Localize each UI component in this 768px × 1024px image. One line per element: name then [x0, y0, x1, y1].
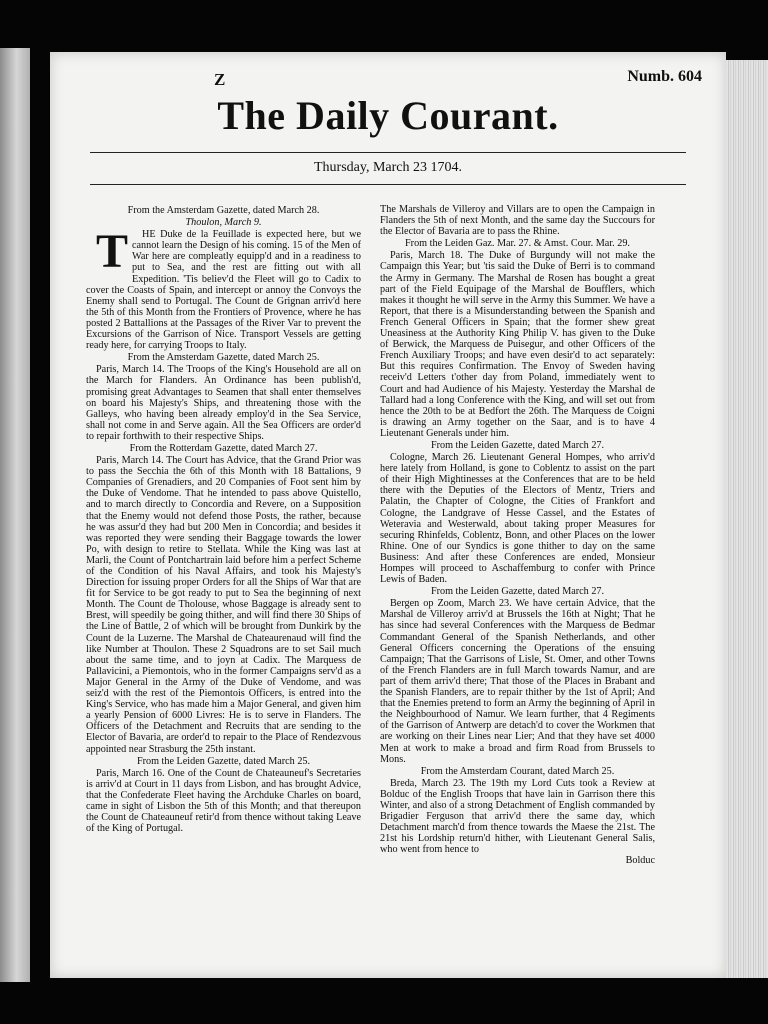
left-page-edge [0, 48, 30, 982]
issue-date: Thursday, March 23 1704. [313, 160, 462, 175]
catchword: Bolduc [625, 855, 655, 867]
article-paragraph: Bergen op Zoom, March 23. We have certain Advice, that the Marshal de Villeroy arriv'd at Brussels the 16th at Night; That he has since had several Conferences with the Marquess de Bedmar Commandant General of the Spanish Netherlands, and other General Officers concerning the Operations of the ensuing Campaign; That the Garrisons of Lisle, St. Omer, and other Towns of the French Flanders are in full March towards Namur, and are part of them arriv'd there; That those of the Places in Brabant and the Spanish Flanders, are to repair thither by the 1st of April; And that the Enemies pretend to form an Army the beginning of April in the Neighbourhood of Namur. We learn further, that 4 Regiments of the Garrison of Antwerp are detach'd to cover the Workmen that are working on their Lines near Lier; And that they have set 4000 Men at work to make a broad and firm Road from Brussels to Mons. [380, 598, 655, 765]
article-paragraph: Paris, March 14. The Troops of the King's Household are all on the March for Flanders. An Ordinance has been publish'd, promising great Advantages to Seamen that shall enter themselves on board his Majesty's Ships, and threatening those with the Galleys, who having been already employ'd in the Sea Service, shall not come in and Serve again. All the Sea Officers are order'd to repair forthwith to their respective Ships. [86, 364, 361, 442]
source-heading: From the Amsterdam Courant, dated March 25. [420, 765, 615, 777]
issue-number: Numb. 604 [627, 68, 702, 85]
article-paragraph: The Marshals de Villeroy and Villars are to open the Campaign in Flanders the 5th of next Month, and the same day the Succours for the Elector of Bavaria are to pass the Rhine. [380, 204, 655, 238]
article-paragraph [86, 225, 361, 352]
drop-cap: T [96, 225, 129, 279]
article-paragraph: Cologne, March 26. Lieutenant General Hompes, who arriv'd here lately from Holland, is gone to Coblentz to assist on the part of their High Mightinesses at the Conferences that are to be held there with the Deputies of the Electors of Mentz, Triers and Palatin, the Chapter of Cologne, the Cities of Frankfort and Cologne, the Landgrave of Hesse Cassel, and the Estates of Weteravia and Westerwald, about taking proper Measures for securing Rhinfelds, Coblentz, Bonn, and other Places on the lower Rhine. One of our Syndics is gone thither to day on the same Business: And after these Conferences are ended, Monsieur Hompes will proceed to Aschaffemburg to confer with Prince Lewis of Baden. [380, 452, 655, 586]
article-paragraph: Paris, March 16. One of the Count de Chateauneuf's Secretaries is arriv'd at Court in 11 days from Lisbon, and has brought Advice, that the Confederate Fleet having the Archduke Charles on board, came in sight of Lisbon the 5th of this Month; and that thereupon the Count de Chateauneuf retir'd from thence without taking Leave of the King of Portugal. [86, 767, 361, 835]
source-heading: From the Leiden Gazette, dated March 27. [430, 586, 605, 598]
article-paragraph: Paris, March 18. The Duke of Burgundy will not make the Campaign this Year; but 'tis said the Duke of Berri is to command the Army in Germany. The Marshal de Rosen has bought a great part of the Field Equipage of the Marshal de Boufflers, which makes it thought he will serve in the Army this Summer. We have a Report, that there is a Misunderstanding between the Spanish and French General Officers in Spain; that the former shew great Uneasiness at the Authority King Philip V. has given to the Duke of Berwick, the Marquess de Puisegur, and other Officers of the French Auxiliary Troops; and have even desir'd to act separately: But this requires Confirmation. The Envoy of Sweden having receiv'd Letters t'other day from Poland, immediately went to Court and had Audience of his Majesty. Yesterday the Marshal de Tallard had a long Conference with the King, and will set out from hence the 20th to be at Bedfort the 26th. The Marquess de Coigni is drawing an Army together on the Saar, and is to have 4 Lieutenant Generals under him. [380, 250, 655, 439]
dateline-heading: Thoulon, March 9. [185, 217, 262, 229]
source-heading: From the Amsterdam Gazette, dated March 28. [127, 205, 320, 216]
right-column [380, 204, 655, 972]
source-heading: From the Leiden Gazette, dated March 27. [430, 439, 605, 451]
bottom-rule [90, 184, 686, 185]
article-paragraph: Paris, March 14. The Court has Advice, that the Grand Prior was to pass the Secchia the 6th of this Month with 18 Battalions, 9 Companies of Grenadiers, and 20 Companies of Foot sent him by the Duke of Vendome. That he intended to pass above Quistello, and to march directly to Concordia and Revere, on a Supposition that the Enemy would not defend those Posts, the rather, because he was assur'd they had but 200 Men in Concordia; and besides it was reported they were sending their Baggage towards the lower Po, with design to retire to Stellata. While the King was last at Marli, the Count of Pontchartrain laid before him a perfect Scheme of the Condition of his Naval Affairs, and took his Majesty's Direction for issuing proper Orders for all the Ships of War that are fit for Service to be got ready to put to Sea the beginning of next Month. The Count de Tholouse, whose Baggage is already sent to Brest, will speedily be going thither, and will find there 30 Ships of the Line of Battle, 2 of which will be brought from Dunkirk by the Count de la Luzerne. The Marshal de Chateaurenaud will find the like Number at Thoulon. These 2 Squadrons are to set Sail much about the same time, and to joyn at Cadix. The Marquess de Pallavicini, a Piemontois, who in the former Campaigns serv'd as a Major General in the Army of the Duke of Vendome, and was seiz'd with the rest of the Piemontois Officers, is entred into the King's Service, who has made him a Major General, and given him a yearly Pension of 6000 Livres: He is to serve in Flanders. The Officers of the Detachment and Recruits that are sending to the Elector of Bavaria, are order'd to repair to the Place of Rendezvous appointed near Strasburg the 25th instant. [86, 455, 361, 755]
source-heading: From the Amsterdam Gazette, dated March 25. [127, 352, 320, 364]
source-heading: From the Leiden Gaz. Mar. 27. & Amst. Cour. Mar. 29. [405, 238, 630, 250]
source-heading: From the Leiden Gazette, dated March 25. [136, 755, 311, 767]
article-paragraph: Breda, March 23. The 19th my Lord Cuts took a Review at Bolduc of the English Troops that have lain in Garrison there this Winter, and also of a strong Detachment of English commanded by Brigadier Ferguson that arriv'd there the same day, which Detachment march'd from thence towards the Maese the 21st. The 21st his Lordship return'd hither, with Lieutenant General Salis, who went from hence to [380, 777, 655, 856]
newspaper-page [50, 52, 726, 978]
paragraph-text: HE Duke de la Feuillade is expected here, but we cannot learn the Design of his coming. 15 of the Men of War here are compleatly equipp'd and in a readiness to put to Sea, and the rest are fitting out with all Expedition. 'Tis believ'd the Fleet will go to Cadix to cover the Coasts of Spain, and intercept or annoy the Convoys the Enemy shall send to Portugal. The Count de Grignan arriv'd here the 5th of this Month from the Frontiers of Provence, where he has posted 2 Battallions at the Passages of the River Var to prevent the Excursions of the Garrison of Nice. Transport Vessels are getting ready here, for carrying Troops to Italy. [86, 229, 361, 352]
source-heading: From the Rotterdam Gazette, dated March 27. [129, 442, 318, 454]
signature-mark: Z [214, 70, 227, 89]
top-rule [90, 152, 686, 153]
left-column [86, 204, 361, 972]
right-page-edges [724, 60, 768, 978]
masthead-title: The Daily Courant. [217, 93, 559, 138]
